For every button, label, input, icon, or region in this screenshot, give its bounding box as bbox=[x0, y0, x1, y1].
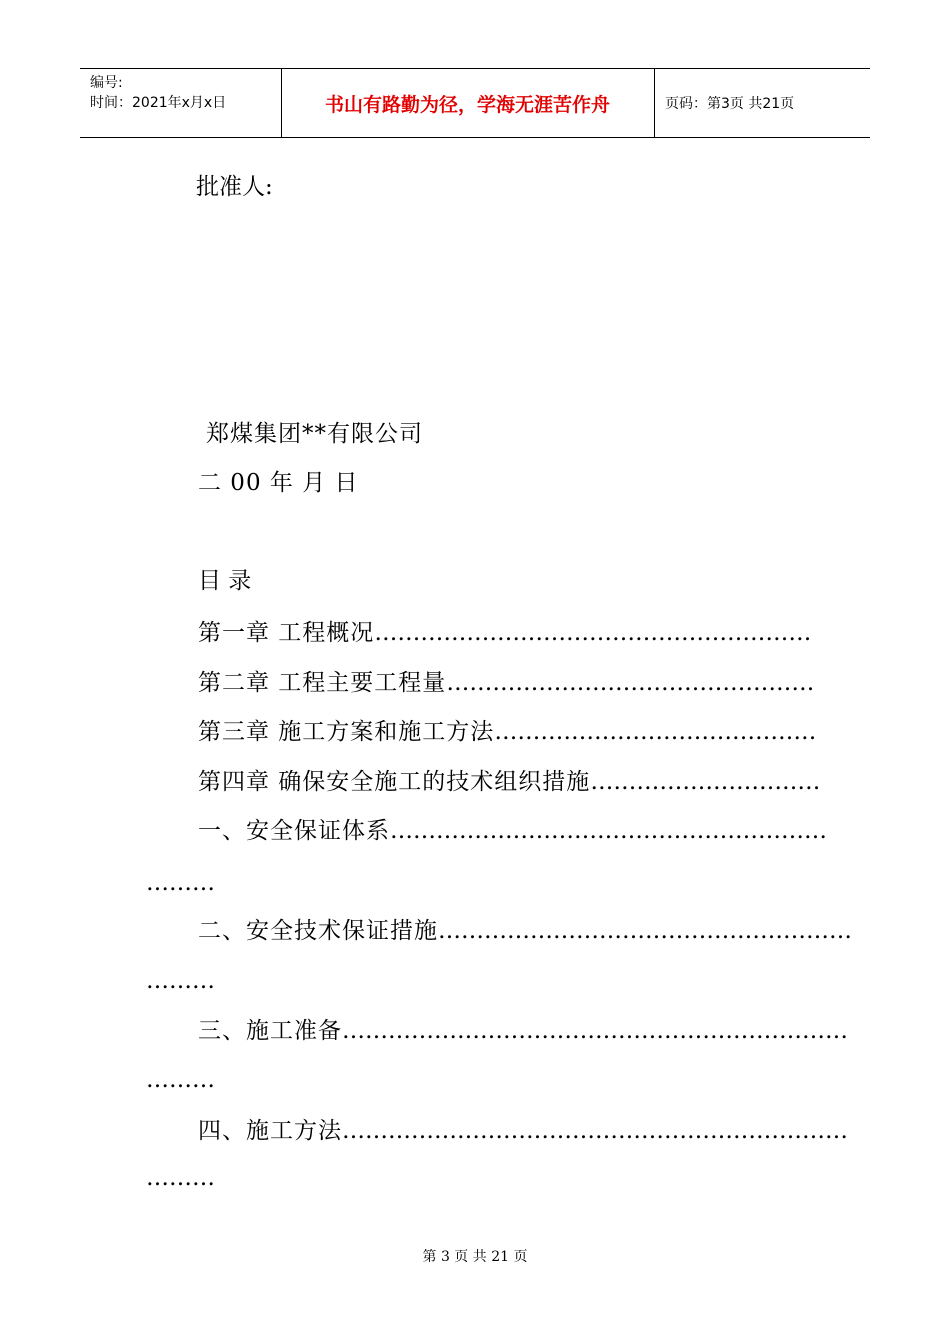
toc-sub-entry[interactable] bbox=[198, 1120, 848, 1143]
toc-entry[interactable] bbox=[198, 721, 816, 744]
page-header bbox=[80, 68, 870, 138]
toc-leader-continuation: ……… bbox=[146, 1165, 215, 1191]
toc-sub-entry[interactable] bbox=[198, 820, 827, 843]
toc-sub-entry[interactable] bbox=[198, 1020, 848, 1043]
document-date: 二 00 年 月 日 bbox=[198, 470, 359, 496]
toc-leader-dots: ………………………………………… bbox=[446, 670, 815, 696]
toc-leader-dots: ………………………………………………………… bbox=[342, 1018, 848, 1044]
toc-entry[interactable] bbox=[198, 622, 811, 645]
toc-entry-label: 第三章 施工方案和施工方法 bbox=[198, 719, 495, 745]
toc-leader-continuation: ……… bbox=[146, 1067, 215, 1093]
toc-entry-label: 一、安全保证体系 bbox=[198, 818, 390, 844]
toc-title: 目 录 bbox=[198, 568, 252, 594]
toc-leader-dots: ……………………………………………… bbox=[438, 918, 852, 944]
toc-leader-continuation: ……… bbox=[146, 968, 215, 994]
toc-leader-continuation: ……… bbox=[146, 870, 215, 896]
company-name: 郑煤集团**有限公司 bbox=[206, 421, 423, 447]
toc-entry-label: 四、施工方法 bbox=[198, 1118, 342, 1144]
toc-leader-dots: ………………………… bbox=[590, 769, 821, 795]
toc-entry[interactable] bbox=[198, 771, 820, 794]
toc-entry[interactable] bbox=[198, 672, 814, 695]
toc-leader-dots: ………………………………………………… bbox=[374, 620, 812, 646]
toc-leader-dots: ………………………………………………………… bbox=[342, 1118, 848, 1144]
document-time-label: 时间：2021年x月x日 bbox=[90, 95, 227, 111]
toc-entry-label: 三、施工准备 bbox=[198, 1018, 342, 1044]
header-meta-cell bbox=[80, 69, 282, 137]
page-footer: 第 3 页 共 21 页 bbox=[422, 1249, 528, 1265]
toc-entry-label: 第四章 确保安全施工的技术组织措施 bbox=[198, 769, 591, 795]
toc-entry-label: 第一章 工程概况 bbox=[198, 620, 375, 646]
toc-leader-dots: …………………………………… bbox=[494, 719, 817, 745]
toc-entry-label: 二、安全技术保证措施 bbox=[198, 918, 438, 944]
toc-entry-label: 第二章 工程主要工程量 bbox=[198, 670, 447, 696]
toc-leader-dots: ………………………………………………… bbox=[390, 818, 827, 844]
toc-sub-entry[interactable] bbox=[198, 920, 852, 943]
header-motto: 书山有路勤为径，学海无涯苦作舟 bbox=[281, 69, 655, 137]
document-number-label: 编号: bbox=[90, 75, 123, 91]
header-page-cell bbox=[655, 69, 870, 137]
header-page-label: 页码：第3页 共21页 bbox=[665, 96, 795, 112]
approver-label: 批准人: bbox=[196, 174, 273, 200]
